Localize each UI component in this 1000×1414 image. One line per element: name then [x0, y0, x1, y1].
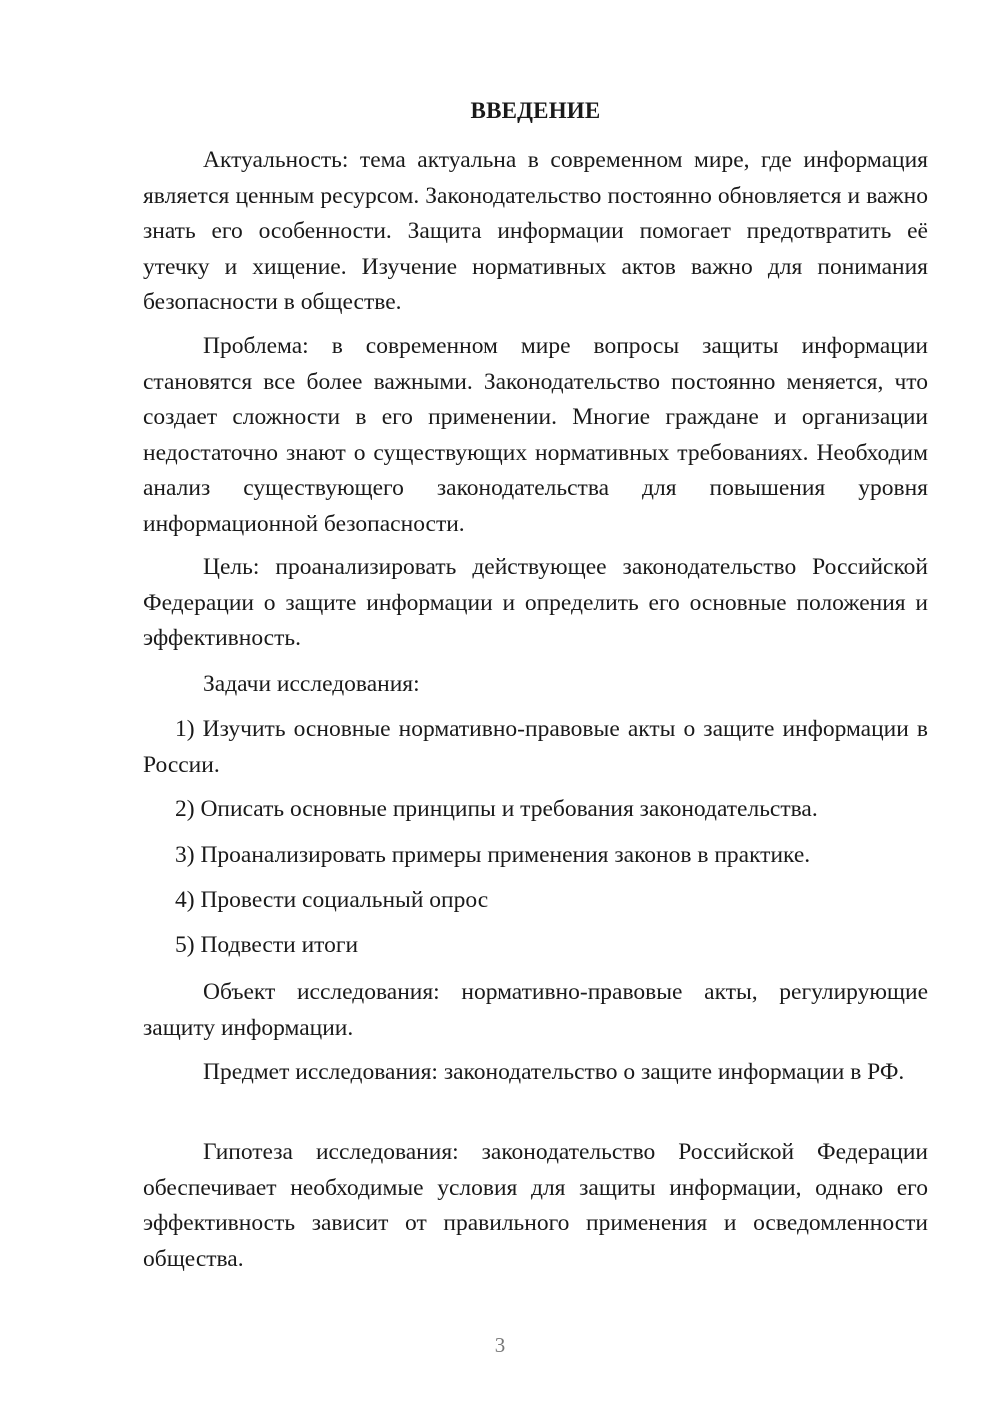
task-item-5: 5) Подвести итоги [175, 932, 359, 958]
task-item-4: 4) Провести социальный опрос [175, 887, 489, 913]
paragraph-problem: Проблема: в современном мире вопросы защиты информации становятся все более важными. Законодательство постоянно меняется, что создает сложности в его применении. Многие граждане и организации недостаточно знают о существующих нормативных требованиях. Необходим анализ существующего законодательства для повышения уровня информационной безопасности. [143, 333, 928, 537]
paragraph-hypothesis: Гипотеза исследования: законодательство Российской Федерации обеспечивает необходимые условия для защиты информации, однако его эффективность зависит от правильного применения и осведомленности общества. [143, 1139, 928, 1272]
task-item-1: 1) Изучить основные нормативно-правовые акты о защите информации в России. [143, 716, 928, 778]
paragraph-goal: Цель: проанализировать действующее законодательство Российской Федерации о защите информации и определить его основные положения и эффективность. [143, 554, 928, 651]
paragraph-relevance: Актуальность: тема актуальна в современном мире, где информация является ценным ресурсом. Законодательство постоянно обновляется и важно знать его особенности. Защита информации помогает предотвратить её утечку и хищение. Изучение нормативных актов важно для понимания безопасности в обществе. [143, 147, 928, 315]
paragraph-subject: Предмет исследования: законодательство о защите информации в РФ. [203, 1059, 905, 1085]
page-number: 3 [494, 1333, 506, 1357]
paragraph-tasks-intro: Задачи исследования: [203, 671, 420, 697]
task-item-2: 2) Описать основные принципы и требования законодательства. [175, 796, 818, 822]
task-item-3: 3) Проанализировать примеры применения законов в практике. [175, 842, 811, 868]
section-heading: ВВЕДЕНИЕ [470, 98, 601, 123]
paragraph-object: Объект исследования: нормативно-правовые акты, регулирующие защиту информации. [143, 979, 928, 1041]
